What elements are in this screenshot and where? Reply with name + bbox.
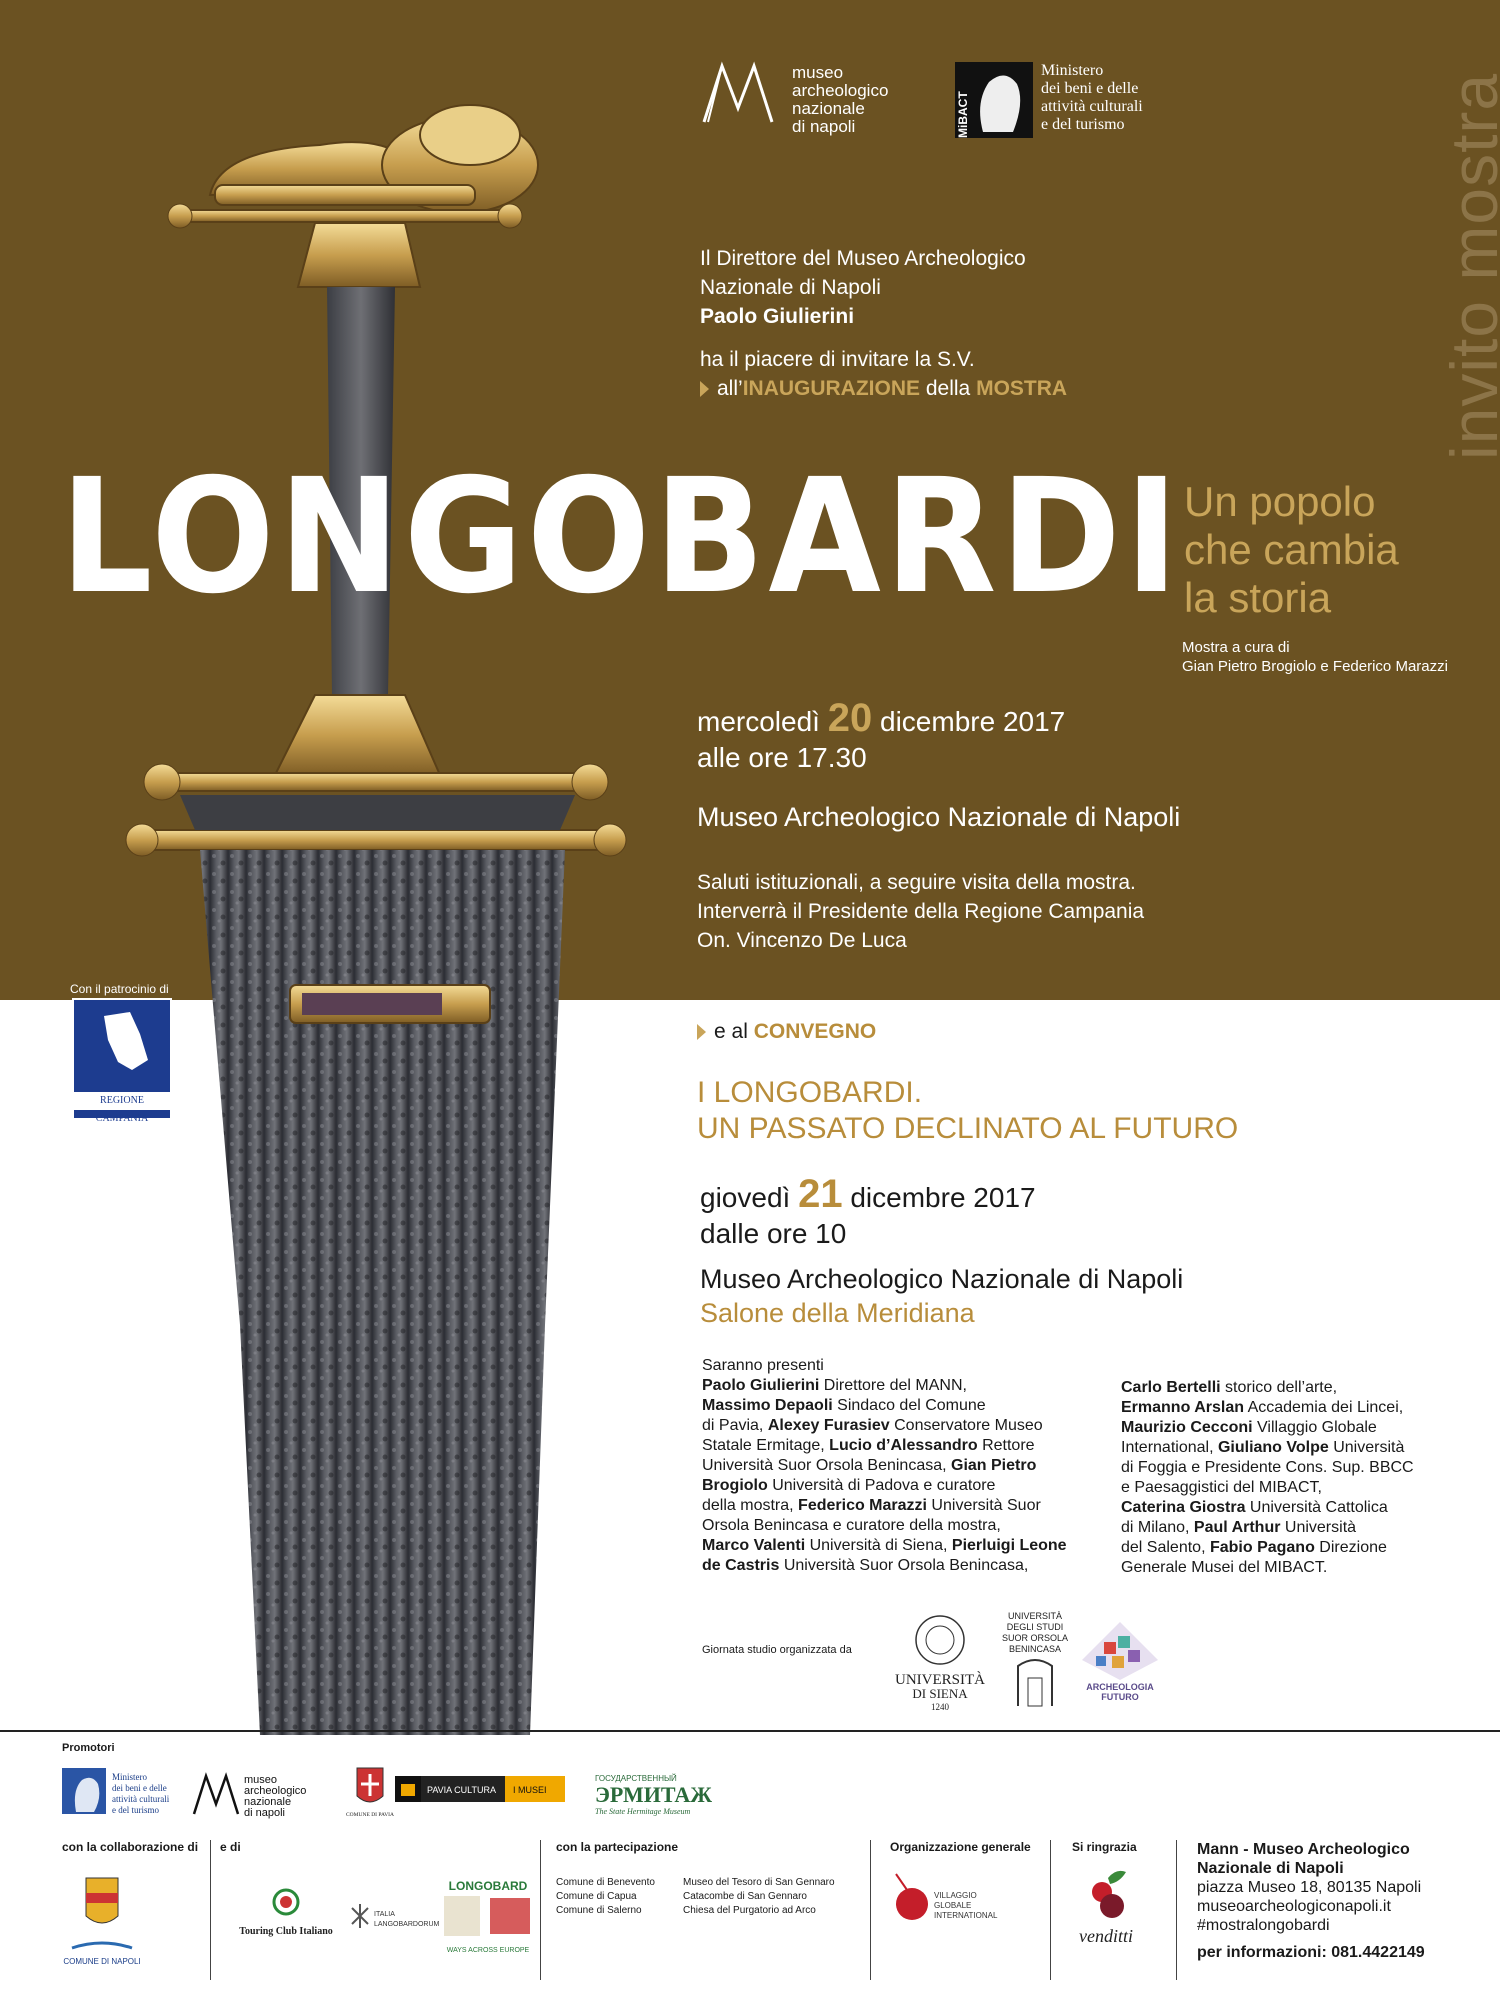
longobard-route-logo xyxy=(440,1878,536,1958)
speaker-role: di Milano, xyxy=(1121,1519,1194,1536)
speaker-role: di Foggia e Presidente Cons. Sup. BBCC xyxy=(1121,1459,1414,1476)
svg-text:COMUNE DI PAVIA: COMUNE DI PAVIA xyxy=(346,1812,394,1818)
convegno-title: I LONGOBARDI. UN PASSATO DECLINATO AL FUTURO xyxy=(697,1076,1239,1145)
comune-napoli-logo xyxy=(62,1868,142,1968)
edi-label: e di xyxy=(220,1840,241,1854)
speaker-role: Università Suor Orsola Benincasa, xyxy=(702,1457,951,1474)
speaker-name: de Castris xyxy=(702,1557,780,1574)
svg-text:COMUNE DI NAPOLI: COMUNE DI NAPOLI xyxy=(63,1957,141,1966)
mibact-footer-logo xyxy=(62,1768,182,1816)
speaker-role: Università xyxy=(1280,1519,1357,1536)
speaker-name: Pierluigi Leone xyxy=(951,1537,1067,1554)
speakers-right xyxy=(1121,1378,1451,1578)
invitation-text: Il Direttore del Museo Archeologico Nazionale di Napoli Paolo Giulierini ha il piacere di invitare la S.V. all’INAUGURAZIONE della MOSTRA xyxy=(700,247,1068,400)
speaker-line xyxy=(1121,1378,1451,1398)
opening-notes: Saluti istituzionali, a seguire visita della mostra. Interverrà il Presidente della Regione Campania On. Vincenzo De Luca xyxy=(697,871,1145,952)
convegno-date: giovedì 21 dicembre 2017 dalle ore 10 xyxy=(700,1172,1036,1249)
svg-text:venditti: venditti xyxy=(1079,1926,1133,1946)
speaker-role: Direttore del MANN, xyxy=(819,1377,967,1394)
speaker-role: della mostra, xyxy=(702,1497,799,1514)
promotori-label: Promotori xyxy=(62,1742,115,1754)
speaker-name: Carlo Bertelli xyxy=(1121,1379,1221,1396)
svg-text:UNIVERSITÀ: UNIVERSITÀ xyxy=(895,1672,985,1688)
speaker-name: Alexey Furasiev xyxy=(767,1417,890,1434)
speaker-name: Paolo Giulierini xyxy=(702,1377,820,1394)
speaker-line xyxy=(702,1536,1082,1556)
mann-footer-logo xyxy=(192,1772,332,1819)
mibact-logo xyxy=(955,62,1165,140)
svg-text:WAYS ACROSS EUROPE: WAYS ACROSS EUROPE xyxy=(446,1947,530,1954)
speaker-line xyxy=(1121,1458,1451,1478)
mann-logo-text: museo archeologico nazionale di napoli xyxy=(792,63,889,136)
speaker-role: Generale Musei del MIBACT. xyxy=(1121,1559,1328,1576)
speaker-role: Università Suor xyxy=(926,1497,1041,1514)
svg-text:e del turismo: e del turismo xyxy=(112,1805,159,1815)
speakers-left: Saranno presenti Paolo Giulierini Direttore del MANN, Massimo Depaoli Sindaco del Comune di Pavia, Alexey Furasiev Conservatore Museo Statale Ermitage, Lucio d’Alessandro Rettore Università Suor Orsola Benincasa, Gian Pietro Brogiolo Università di Padova e curatore della mostra, Federico Marazzi Università Suor Orsola Benincasa e curatore della mostra, Marco Valenti Università di Siena, Pierluigi Leone de Castris Università Suor Orsola Benincasa, xyxy=(702,1356,1082,1576)
mann-m-icon xyxy=(700,62,780,124)
footer-separator xyxy=(870,1840,871,1980)
regione-campania-logo: REGIONE CAMPANIA xyxy=(72,998,172,1120)
speaker-line xyxy=(1121,1518,1451,1538)
svg-text:Ministero: Ministero xyxy=(112,1772,147,1782)
speaker-line xyxy=(1121,1478,1451,1498)
mann-logo xyxy=(700,62,910,136)
speaker-name: Paul Arthur xyxy=(1193,1519,1281,1536)
speaker-name: Lucio d’Alessandro xyxy=(829,1437,978,1454)
comune-pavia-logo xyxy=(345,1762,395,1820)
svg-text:DEGLI STUDI: DEGLI STUDI xyxy=(1006,1622,1064,1632)
opening-venue: Museo Archeologico Nazionale di Napoli xyxy=(697,802,1181,832)
partecipazione-label: con la partecipazione xyxy=(556,1840,679,1854)
sword-image xyxy=(120,95,680,1735)
speaker-role: Università Suor Orsola Benincasa, xyxy=(779,1557,1029,1574)
svg-text:Touring Club Italiano: Touring Club Italiano xyxy=(239,1926,333,1937)
convegno-venue: Museo Archeologico Nazionale di Napoli Salone della Meridiana xyxy=(700,1264,1184,1328)
speaker-line xyxy=(702,1376,1082,1396)
speaker-role: Università di Padova e curatore xyxy=(767,1477,996,1494)
venditti-logo xyxy=(1068,1862,1148,1962)
speaker-role: Sindaco del Comune xyxy=(832,1397,986,1414)
speaker-name: Gian Pietro xyxy=(951,1457,1037,1474)
svg-text:LANGOBARDORUM: LANGOBARDORUM xyxy=(374,1921,440,1928)
org-generale-label: Organizzazione generale xyxy=(890,1840,1031,1854)
speaker-name: Giuliano Volpe xyxy=(1217,1439,1329,1456)
speaker-name: Ermanno Arslan xyxy=(1121,1399,1244,1416)
speaker-role: Direzione xyxy=(1314,1539,1387,1556)
speaker-role: storico dell’arte, xyxy=(1220,1379,1338,1396)
svg-text:UNIVERSITÀ: UNIVERSITÀ xyxy=(1007,1611,1063,1621)
mibact-bust-icon xyxy=(955,62,1033,138)
svg-text:1240: 1240 xyxy=(931,1702,949,1712)
speaker-role: Accademia dei Lincei, xyxy=(1244,1399,1404,1416)
campania-map-icon xyxy=(74,1000,170,1090)
touring-club-logo xyxy=(236,1888,336,1944)
hermitage-logo xyxy=(595,1772,715,1816)
speaker-line xyxy=(1121,1418,1451,1438)
svg-text:GLOBALE: GLOBALE xyxy=(934,1901,972,1910)
speaker-name: Brogiolo xyxy=(702,1477,768,1494)
patronage-label: Con il patrocinio di xyxy=(70,982,169,996)
speaker-name: Caterina Giostra xyxy=(1121,1499,1246,1516)
svg-text:ARCHEOLOGIA: ARCHEOLOGIA xyxy=(1086,1682,1154,1692)
footer-divider xyxy=(0,1730,1500,1732)
ringrazia-label: Si ringrazia xyxy=(1072,1840,1137,1854)
speaker-line xyxy=(702,1436,1082,1456)
speaker-role: e Paesaggistici del MIBACT, xyxy=(1121,1479,1322,1496)
svg-text:VILLAGGIO: VILLAGGIO xyxy=(934,1891,977,1900)
pavia-cultura-logo xyxy=(395,1776,565,1802)
partners-col-2: Museo del Tesoro di San Gennaro Catacombe di San Gennaro Chiesa del Purgatorio ad Arco xyxy=(683,1877,835,1916)
speaker-line xyxy=(1121,1558,1451,1578)
svg-text:I MUSEI: I MUSEI xyxy=(513,1785,547,1795)
footer-separator xyxy=(1050,1840,1051,1980)
opening-date: mercoledì 20 dicembre 2017 alle ore 17.30 xyxy=(697,696,1066,773)
speaker-role: International, xyxy=(1121,1439,1218,1456)
svg-text:dei beni e delle: dei beni e delle xyxy=(112,1783,167,1793)
collab-label: con la collaborazione di xyxy=(62,1840,199,1854)
exhibition-subtitle: Un popolo che cambia la storia xyxy=(1184,478,1399,621)
svg-text:ITALIA: ITALIA xyxy=(374,1911,395,1918)
speaker-name: Marco Valenti xyxy=(702,1537,806,1554)
svg-text:archeologico: archeologico xyxy=(244,1785,307,1797)
speaker-role: Villaggio Globale xyxy=(1252,1419,1377,1436)
universita-siena-logo xyxy=(890,1612,990,1712)
svg-text:SUOR ORSOLA: SUOR ORSOLA xyxy=(1001,1633,1069,1643)
mibact-logo-text: Ministero dei beni e delle attività culturali e del turismo xyxy=(1041,62,1143,133)
speaker-role: del Salento, xyxy=(1121,1539,1210,1556)
footer-separator xyxy=(1176,1840,1177,1980)
exhibition-title: LONGOBARDI xyxy=(60,445,1183,629)
footer-separator xyxy=(210,1840,211,1980)
speaker-line xyxy=(702,1516,1082,1536)
svg-text:nazionale: nazionale xyxy=(244,1796,292,1808)
svg-text:attività culturali: attività culturali xyxy=(112,1794,170,1804)
speaker-line xyxy=(1121,1498,1451,1518)
speaker-role: di Pavia, xyxy=(702,1417,768,1434)
footer-separator xyxy=(540,1840,541,1980)
svg-text:DI SIENA: DI SIENA xyxy=(912,1686,968,1701)
svg-text:ГОСУДАРСТВЕННЫЙ: ГОСУДАРСТВЕННЫЙ xyxy=(595,1774,677,1783)
speaker-line xyxy=(1121,1398,1451,1418)
curator-credit: Mostra a cura di Gian Pietro Brogiolo e Federico Marazzi xyxy=(1182,639,1448,675)
speaker-line xyxy=(1121,1538,1451,1558)
svg-text:di napoli: di napoli xyxy=(244,1807,285,1819)
italia-langobardorum-logo xyxy=(348,1902,440,1942)
svg-text:ЭРМИТАЖ: ЭРМИТАЖ xyxy=(595,1782,713,1807)
organizers-label: Giornata studio organizzata da xyxy=(702,1644,852,1656)
speaker-role: Rettore xyxy=(977,1437,1035,1454)
speaker-line xyxy=(702,1416,1082,1436)
speaker-name: Maurizio Cecconi xyxy=(1121,1419,1253,1436)
speaker-role: Università di Siena, xyxy=(805,1537,952,1554)
speaker-line xyxy=(1121,1438,1451,1458)
arrow-icon xyxy=(700,381,709,397)
svg-text:museo: museo xyxy=(244,1774,278,1786)
svg-text:PAVIA CULTURA: PAVIA CULTURA xyxy=(427,1785,497,1795)
speaker-name: Federico Marazzi xyxy=(798,1497,927,1514)
speaker-line xyxy=(702,1556,1082,1576)
website-link[interactable]: museoarcheologiconapoli.it xyxy=(1197,1898,1391,1915)
partners-col-1: Comune di Benevento Comune di Capua Comune di Salerno xyxy=(556,1877,655,1916)
speaker-role: Orsola Benincasa e curatore della mostra, xyxy=(702,1517,1001,1534)
archeologia-futuro-logo xyxy=(1078,1618,1162,1702)
speaker-line xyxy=(702,1496,1082,1516)
speaker-line xyxy=(702,1476,1082,1496)
speaker-role: Conservatore Museo xyxy=(889,1417,1043,1434)
speaker-name: Massimo Depaoli xyxy=(702,1397,833,1414)
svg-text:FUTURO: FUTURO xyxy=(1101,1692,1139,1702)
villaggio-globale-logo xyxy=(890,1870,1010,1930)
svg-text:MiBACT: MiBACT xyxy=(956,91,970,138)
suor-orsola-logo xyxy=(990,1608,1080,1710)
speaker-line xyxy=(702,1456,1082,1476)
speaker-role: Università xyxy=(1328,1439,1405,1456)
convegno-lead: e al CONVEGNO xyxy=(697,1020,876,1044)
arrow-icon xyxy=(697,1024,706,1040)
speaker-line xyxy=(702,1396,1082,1416)
speaker-name: Fabio Pagano xyxy=(1209,1539,1315,1556)
svg-text:BENINCASA: BENINCASA xyxy=(1008,1644,1062,1654)
speaker-role: Università Cattolica xyxy=(1245,1499,1388,1516)
svg-text:LONGOBARD: LONGOBARD xyxy=(448,1879,528,1893)
speaker-role: Statale Ermitage, xyxy=(702,1437,830,1454)
svg-text:The State Hermitage Museum: The State Hermitage Museum xyxy=(595,1807,691,1816)
svg-text:INTERNATIONAL: INTERNATIONAL xyxy=(934,1911,998,1920)
contact-block: Mann - Museo Archeologico Nazionale di Napoli piazza Museo 18, 80135 Napoli museoarcheologiconapoli.it #mostralongobardi per informazioni: 081.4422149 xyxy=(1197,1841,1425,1961)
side-label: invito mostra xyxy=(1437,72,1511,460)
